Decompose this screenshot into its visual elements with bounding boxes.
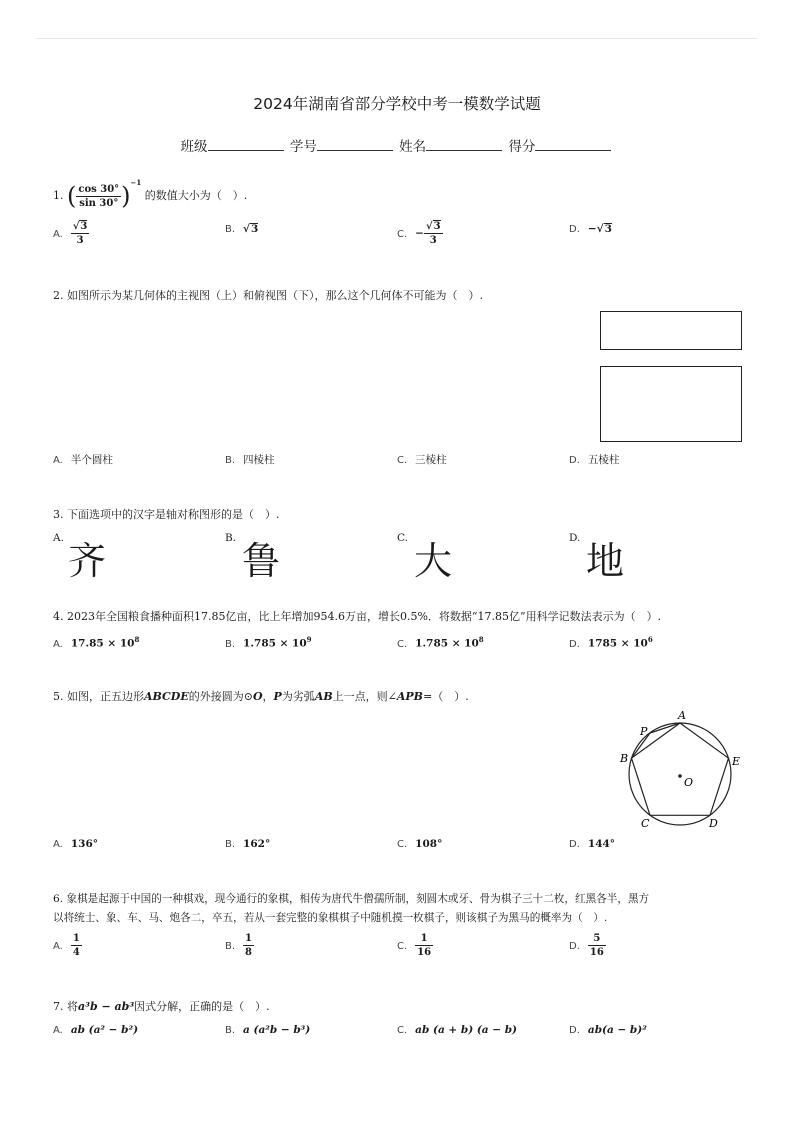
q6-option-a[interactable]: A. $\frac{1}{4}$ bbox=[53, 933, 80, 958]
circumcircle bbox=[629, 723, 731, 825]
front-view-rectangle bbox=[600, 311, 742, 350]
q5-option-c[interactable]: C. 108° bbox=[397, 838, 443, 850]
right-paren: ) bbox=[121, 182, 131, 210]
question-3: 3. 下面选项中的汉字是轴对称图形的是（ ）. bbox=[53, 508, 280, 521]
q4-option-d[interactable]: D. $1785 \times 10^6$ bbox=[569, 635, 653, 650]
question-4: 4. 2023年全国粮食播种面积17.85亿亩，比上年增加954.6万亩，增长0.5%．将数据“17.85亿”用科学记数法表示为（ ）. bbox=[53, 610, 662, 623]
q3-option-a-char: 齐 bbox=[68, 539, 107, 583]
q1-option-a[interactable]: A. $\frac{√3}{3}$ bbox=[53, 221, 88, 246]
q2-option-a[interactable]: A. 半个圆柱 bbox=[53, 454, 113, 466]
label-p: P bbox=[640, 725, 648, 738]
page-title: 2024年湖南省部分学校中考一模数学试题 bbox=[253, 95, 541, 113]
question-2: 2. 如图所示为某几何体的主视图（上）和俯视图（下），那么这个几何体不可能为（ ）. bbox=[53, 289, 483, 302]
id-field-label: 学号 bbox=[289, 139, 317, 155]
q7-option-b[interactable]: B. a (a²b − b³) bbox=[225, 1024, 311, 1036]
q7-option-d[interactable]: D. ab(a − b)² bbox=[569, 1024, 647, 1036]
name-field-blank[interactable] bbox=[426, 138, 502, 151]
chord-pa bbox=[650, 723, 680, 733]
exponent: −1 bbox=[130, 178, 142, 187]
q1-option-c[interactable]: C. − $\frac{√3}{3}$ bbox=[397, 221, 441, 246]
q2-option-c[interactable]: C. 三棱柱 bbox=[397, 454, 447, 466]
q3-option-a-label[interactable]: A. bbox=[53, 532, 64, 544]
q5-option-d[interactable]: D. 144° bbox=[569, 838, 616, 850]
left-paren: ( bbox=[67, 182, 77, 210]
q2-option-d[interactable]: D. 五棱柱 bbox=[569, 454, 620, 466]
id-field-blank[interactable] bbox=[317, 138, 393, 151]
label-d: D bbox=[709, 817, 718, 830]
q2-option-b[interactable]: B. 四棱柱 bbox=[225, 454, 275, 466]
q1-option-d[interactable]: D. −√3 bbox=[569, 223, 612, 235]
top-divider bbox=[36, 38, 758, 39]
question-1-tail: 的数值大小为（ ）. bbox=[144, 189, 248, 202]
q3-option-b-label[interactable]: B. bbox=[225, 532, 237, 544]
center-dot bbox=[678, 774, 682, 778]
cos-sin-fraction: $\frac{\cos 30^\circ}{\sin 30^\circ}$ bbox=[78, 183, 120, 209]
question-6-line-1: 6. 象棋是起源于中国的一种棋戏，现今通行的象棋，相传为唐代牛僧孺所制，刻圆木或牙、骨为棋子三十二枚，红黑各半，黑方 bbox=[53, 893, 650, 905]
q7-option-c[interactable]: C. ab (a + b) (a − b) bbox=[397, 1024, 518, 1036]
score-field-blank[interactable] bbox=[535, 138, 611, 151]
pentagon-circle-figure bbox=[612, 706, 748, 836]
q1-option-b[interactable]: B. √3 bbox=[225, 223, 259, 235]
question-1 bbox=[53, 178, 247, 210]
q3-option-d-char: 地 bbox=[586, 539, 625, 583]
question-6-line-2: 以将统士、象、车、马、炮各二，卒五，若从一套完整的象棋棋子中随机摸一枚棋子，则该棋子为黑马的概率为（ ）. bbox=[53, 912, 608, 924]
q4-option-a[interactable]: A. $17.85 \times 10^8$ bbox=[53, 635, 140, 650]
label-b: B bbox=[620, 752, 629, 765]
q5-option-b[interactable]: B. 162° bbox=[225, 838, 271, 850]
label-a: A bbox=[678, 709, 686, 722]
q6-option-d[interactable]: D. $\frac{5}{16}$ bbox=[569, 933, 604, 958]
label-c: C bbox=[641, 817, 650, 830]
top-view-rectangle bbox=[600, 366, 742, 442]
q6-option-b[interactable]: B. $\frac{1}{8}$ bbox=[225, 933, 253, 958]
q4-option-b[interactable]: B. $1.785 \times 10^9$ bbox=[225, 635, 312, 650]
label-o: O bbox=[684, 776, 694, 789]
score-field-label: 得分 bbox=[508, 139, 536, 155]
class-field-blank[interactable] bbox=[208, 138, 284, 151]
q3-option-c-char: 大 bbox=[414, 539, 453, 583]
q4-option-c[interactable]: C. $1.785 \times 10^8$ bbox=[397, 635, 484, 650]
student-info-line bbox=[0, 135, 794, 155]
class-field-label: 班级 bbox=[180, 139, 208, 155]
name-field-label: 姓名 bbox=[399, 139, 427, 155]
q6-option-c[interactable]: C. $\frac{1}{16}$ bbox=[397, 933, 432, 958]
q7-option-a[interactable]: A. ab (a² − b²) bbox=[53, 1024, 139, 1036]
label-e: E bbox=[732, 755, 741, 768]
question-7: 7. 将a³b − ab³因式分解，正确的是（ ）. bbox=[53, 1000, 270, 1013]
q3-option-d-label[interactable]: D. bbox=[569, 532, 581, 544]
q3-option-b-char: 鲁 bbox=[242, 539, 281, 583]
question-1-number: 1. bbox=[53, 189, 64, 202]
expression: a³b − ab³ bbox=[78, 1000, 135, 1013]
q3-option-c-label[interactable]: C. bbox=[397, 532, 408, 544]
q5-option-a[interactable]: A. 136° bbox=[53, 838, 99, 850]
question-5: 5. 如图，正五边形ABCDE的外接圆为⊙O，P为劣弧AB上一点，则∠APB=（ ）. bbox=[53, 690, 469, 703]
